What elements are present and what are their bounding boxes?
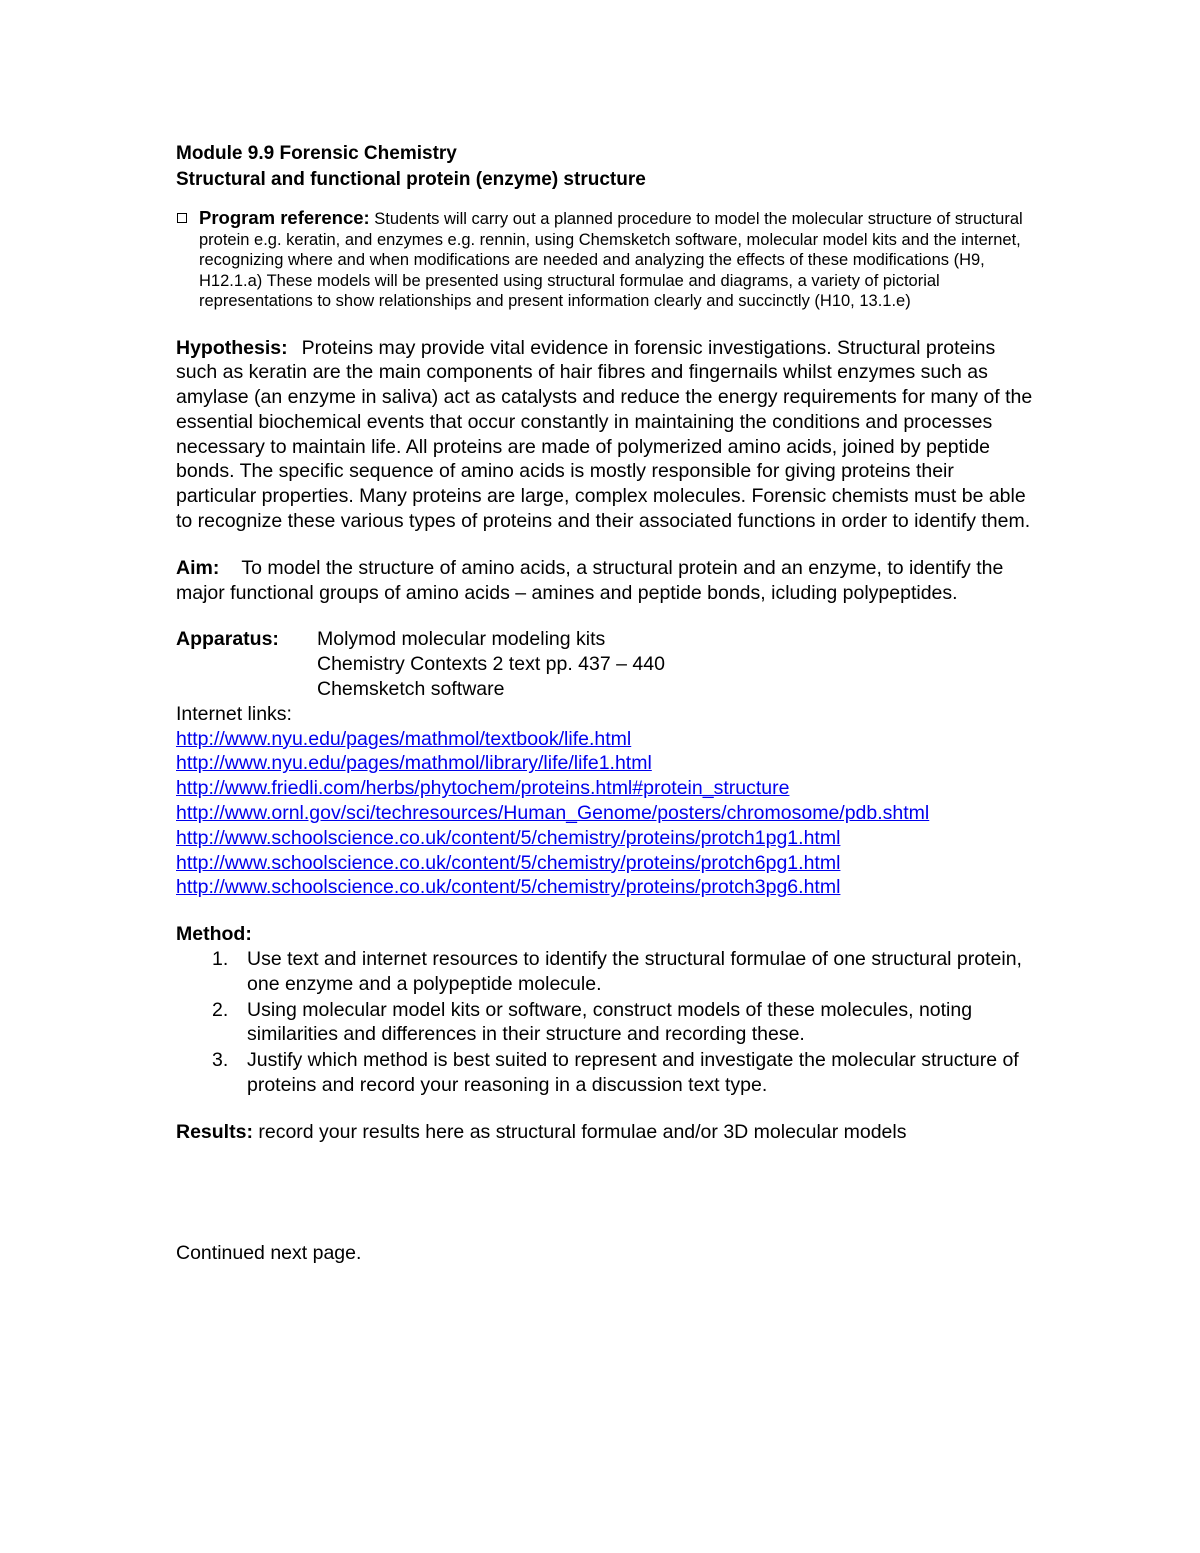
internet-link[interactable]: http://www.nyu.edu/pages/mathmol/library/life/life1.html xyxy=(176,752,652,775)
apparatus-section xyxy=(176,627,1036,900)
internet-links-list xyxy=(176,727,1036,901)
apparatus-item: Chemsketch software xyxy=(317,678,505,701)
aim-section xyxy=(176,556,1036,606)
checkbox-icon xyxy=(177,213,187,223)
step-text: Justify which method is best suited to represent and investigate the molecular structure of proteins and record your reasoning in a discussion text type. xyxy=(247,1049,1019,1097)
apparatus-item: Chemistry Contexts 2 text pp. 437 – 440 xyxy=(317,653,665,676)
program-reference-label: Program reference: xyxy=(199,207,370,228)
aim-text: To model the structure of amino acids, a structural protein and an enzyme, to identify the major functional groups of amino acids – amines and peptide bonds, icluding polypeptides. xyxy=(176,556,1004,604)
program-reference xyxy=(176,208,1036,312)
results-label: Results: xyxy=(176,1120,253,1143)
hypothesis-text: Proteins may provide vital evidence in forensic investigations. Structural proteins such as keratin are the main components of hair fibres and fingernails whilst enzymes such as amylase (an enzyme in saliva) act as catalysts and reduce the energy requirements for many of the essential biochemical events that occur constantly in maintaining the conditions and processes necessary to maintain life. All proteins are made of polymerized amino acids, joined by peptide bonds. The specific sequence of amino acids is mostly responsible for giving proteins their particular properties. Many proteins are large, complex molecules. Forensic chemists must be able to recognize these various types of proteins and their associated functions in order to identify them. xyxy=(176,336,1033,533)
internet-link[interactable]: http://www.ornl.gov/sci/techresources/Human_Genome/posters/chromosome/pdb.shtml xyxy=(176,802,930,825)
internet-links-label: Internet links: xyxy=(176,702,292,725)
hypothesis-section xyxy=(176,336,1036,534)
internet-link[interactable]: http://www.nyu.edu/pages/mathmol/textbook/life.html xyxy=(176,727,632,750)
step-text: Using molecular model kits or software, construct models of these molecules, noting similarities and differences in their structure and recording these. xyxy=(247,998,973,1046)
method-steps xyxy=(176,947,1036,1098)
aim-label: Aim: xyxy=(176,556,220,579)
internet-link[interactable]: http://www.friedli.com/herbs/phytochem/proteins.html#protein_structure xyxy=(176,777,790,800)
step-number: 1. xyxy=(212,948,229,971)
results-section xyxy=(176,1120,1036,1145)
apparatus-item: Molymod molecular modeling kits xyxy=(317,628,606,651)
continued-note: Continued next page. xyxy=(176,1241,362,1264)
internet-link[interactable]: http://www.schoolscience.co.uk/content/5/chemistry/proteins/protch1pg1.html xyxy=(176,826,841,849)
method-step xyxy=(176,998,1036,1048)
method-label: Method: xyxy=(176,923,252,946)
method-section xyxy=(176,922,1036,1098)
internet-link[interactable]: http://www.schoolscience.co.uk/content/5/chemistry/proteins/protch6pg1.html xyxy=(176,851,841,874)
step-number: 2. xyxy=(212,998,229,1021)
method-step xyxy=(176,947,1036,997)
results-text: record your results here as structural formulae and/or 3D molecular models xyxy=(258,1120,907,1143)
results-space xyxy=(176,1145,1036,1241)
document-subtitle: Structural and functional protein (enzyme) structure xyxy=(176,169,646,190)
program-reference-text: Students will carry out a planned procedure to model the molecular structure of structural protein e.g. keratin, and enzymes e.g. rennin, using Chemsketch software, molecular model kits and the internet, recognizing where and when modifications are needed and analyzing the effects of these modifications (H9, H12.1.a) These models will be presented using structural formulae and diagrams, a variety of pictorial representations to show relationships and present information clearly and succinctly (H10, 13.1.e) xyxy=(199,210,1023,310)
step-text: Use text and internet resources to identify the structural formulae of one structural protein, one enzyme and a polypeptide molecule. xyxy=(247,948,1022,995)
document-page xyxy=(176,141,1036,1265)
apparatus-label: Apparatus: xyxy=(176,628,279,651)
method-step xyxy=(176,1048,1036,1098)
internet-link[interactable]: http://www.schoolscience.co.uk/content/5/chemistry/proteins/protch3pg6.html xyxy=(176,876,841,899)
step-number: 3. xyxy=(212,1049,229,1072)
module-title: Module 9.9 Forensic Chemistry xyxy=(176,143,457,164)
hypothesis-label: Hypothesis: xyxy=(176,336,288,359)
